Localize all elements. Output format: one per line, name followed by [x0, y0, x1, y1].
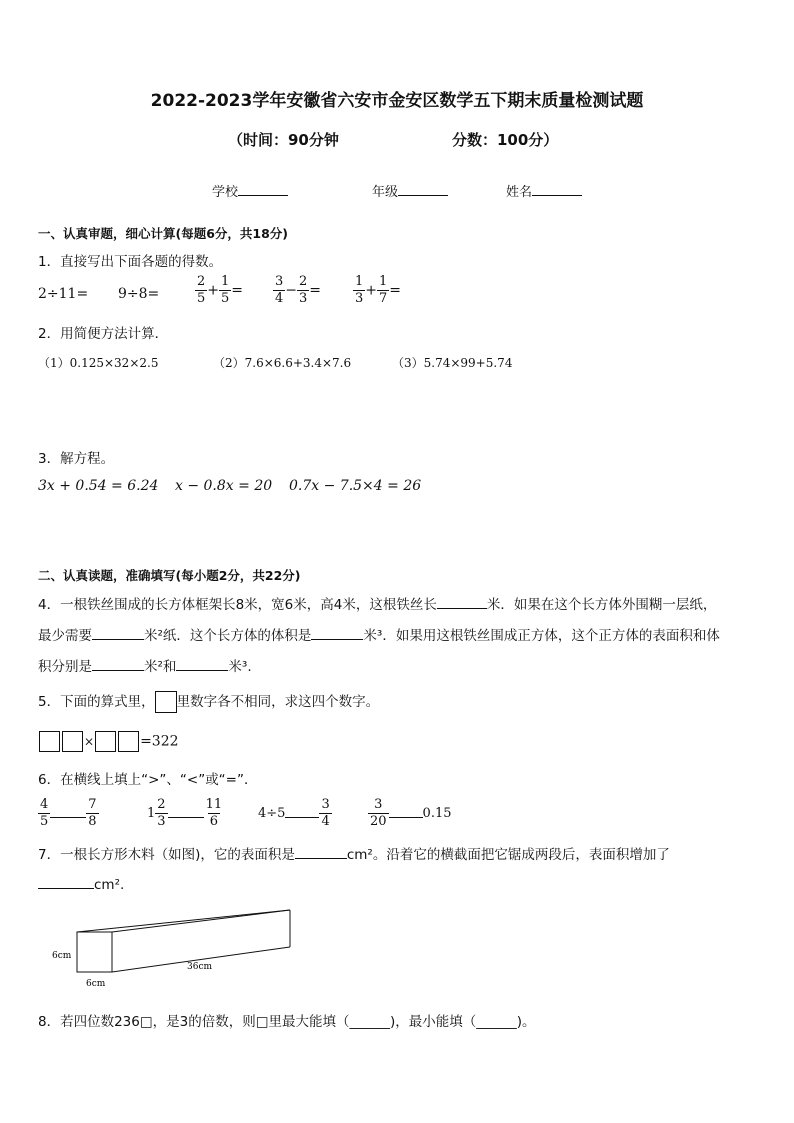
fraction: $\frac{1}{7}$ [379, 274, 388, 306]
question-3: 3．解方程。 [38, 451, 115, 467]
q1-fraction-expr-3: $\frac{1}{3}$ + $\frac{1}{7}$ = [355, 274, 402, 306]
digit-box[interactable] [118, 731, 139, 752]
section-1-heading: 一、认真审题，细心计算(每题6分，共18分) [38, 226, 289, 241]
fraction: $\frac{11}{6}$ [205, 797, 223, 829]
cuboid-top-back-edge [77, 910, 290, 932]
cuboid-height-label: 6cm [52, 951, 72, 961]
question-7-line-1: 7．一根长方形木料（如图)，它的表面积是 cm²。沿着它的横截面把它锯成两段后，表面积增加了 [38, 843, 670, 863]
q1-expr-2: 9÷8= [118, 286, 160, 302]
cuboid-length-label: 36cm [187, 962, 213, 972]
answer-blank[interactable] [437, 594, 487, 609]
answer-blank[interactable] [285, 799, 319, 818]
q5-equation: × =322 [38, 731, 179, 752]
q6-comparison-1 [38, 797, 99, 830]
cuboid-top-right-edge [112, 910, 290, 932]
school-field [212, 181, 288, 200]
q6-comparison-3: 4÷5 $\frac{3}{4}$ [258, 797, 330, 829]
question-1: 1．直接写出下面各题的得数。 [38, 254, 223, 270]
school-label: 学校 [212, 185, 239, 200]
q2-part-3: （3）5.74×99+5.74 [392, 356, 513, 370]
answer-blank[interactable] [50, 799, 86, 818]
fraction: $\frac{1}{3}$ [355, 274, 364, 306]
cuboid-front-face [77, 932, 112, 972]
question-7-line-2: cm². [38, 874, 124, 893]
fraction: $\frac{2}{3}$ [299, 274, 308, 306]
question-2: 2．用简便方法计算． [38, 326, 169, 342]
name-blank[interactable] [532, 181, 582, 196]
q2-part-1: （1）0.125×32×2.5 [38, 356, 159, 370]
digit-box[interactable] [62, 731, 83, 752]
digit-box-icon [155, 691, 177, 713]
question-4-line-2: 最少需要 米²纸．这个长方体的体积是 米³．如果用这根铁丝围成正方体，这个正方体的表面积和体 [38, 624, 720, 644]
digit-box[interactable] [95, 731, 116, 752]
answer-blank[interactable] [168, 799, 204, 818]
grade-field [372, 181, 448, 200]
name-field [506, 181, 582, 200]
fraction: $\frac{3}{4}$ [275, 274, 284, 306]
answer-blank[interactable] [92, 656, 144, 671]
fraction: $\frac{2}{5}$ [197, 274, 206, 306]
fraction: $\frac{1}{5}$ [221, 274, 230, 306]
q2-part-2: （2）7.6×6.6+3.4×7.6 [213, 356, 352, 370]
answer-blank[interactable] [92, 625, 144, 640]
exam-score: 分数：100分） [452, 131, 559, 149]
answer-blank[interactable] [176, 656, 228, 671]
question-4-line-1: 4．一根铁丝围成的长方体框架长8米，宽6米，高4米，这根铁丝长 米．如果在这个长方体外围糊一层纸， [38, 593, 716, 613]
q3-equation-3: 0.7x − 7.5×4 = 26 [289, 478, 422, 494]
answer-blank[interactable] [38, 874, 94, 889]
exam-time: （时间：90分钟 [228, 131, 339, 149]
cuboid-figure [40, 903, 310, 993]
q3-equation-1: 3x + 0.54 = 6.24 [38, 478, 159, 494]
grade-blank[interactable] [398, 181, 448, 196]
digit-box[interactable] [39, 731, 60, 752]
question-6: 6．在横线上填上“>”、“<”或“=”． [38, 772, 258, 788]
cuboid-width-label: 6cm [86, 979, 106, 989]
answer-blank[interactable] [311, 625, 363, 640]
q3-equation-2: x − 0.8x = 20 [175, 478, 273, 494]
question-8: 8．若四位数236□，是3的倍数，则□里最大能填（______)，最小能填（______)。 [38, 1014, 536, 1030]
q1-expr-1: 2÷11= [38, 286, 89, 302]
name-label: 姓名 [506, 185, 533, 200]
question-4-line-3: 积分别是 米²和 米³. [38, 655, 252, 675]
fraction: $\frac{7}{8}$ [88, 797, 97, 829]
school-blank[interactable] [238, 181, 288, 196]
q1-fraction-expr-1: $\frac{2}{5}$ + $\frac{1}{5}$ = [197, 274, 244, 306]
fraction: $\frac{4}{5}$ [40, 797, 49, 829]
q6-comparison-2: 1 $\frac{2}{3}$ $\frac{11}{6}$ [147, 797, 223, 829]
fraction: $\frac{2}{3}$ [157, 797, 166, 829]
question-5: 5．下面的算式里， 里数字各不相同，求这四个数字。 [38, 690, 379, 713]
q6-comparison-4: $\frac{3}{20}$ 0.15 [370, 797, 452, 829]
section-2-heading: 二、认真读题，准确填写(每小题2分，共22分) [38, 568, 301, 583]
fraction: $\frac{3}{20}$ [370, 797, 387, 829]
grade-label: 年级 [372, 185, 399, 200]
q1-fraction-expr-2: $\frac{3}{4}$ − $\frac{2}{3}$ = [275, 274, 322, 306]
fraction: $\frac{3}{4}$ [321, 797, 330, 829]
page-title: 2022-2023学年安徽省六安市金安区数学五下期末质量检测试题 [150, 91, 644, 111]
answer-blank[interactable] [295, 844, 347, 859]
answer-blank[interactable] [389, 799, 423, 818]
